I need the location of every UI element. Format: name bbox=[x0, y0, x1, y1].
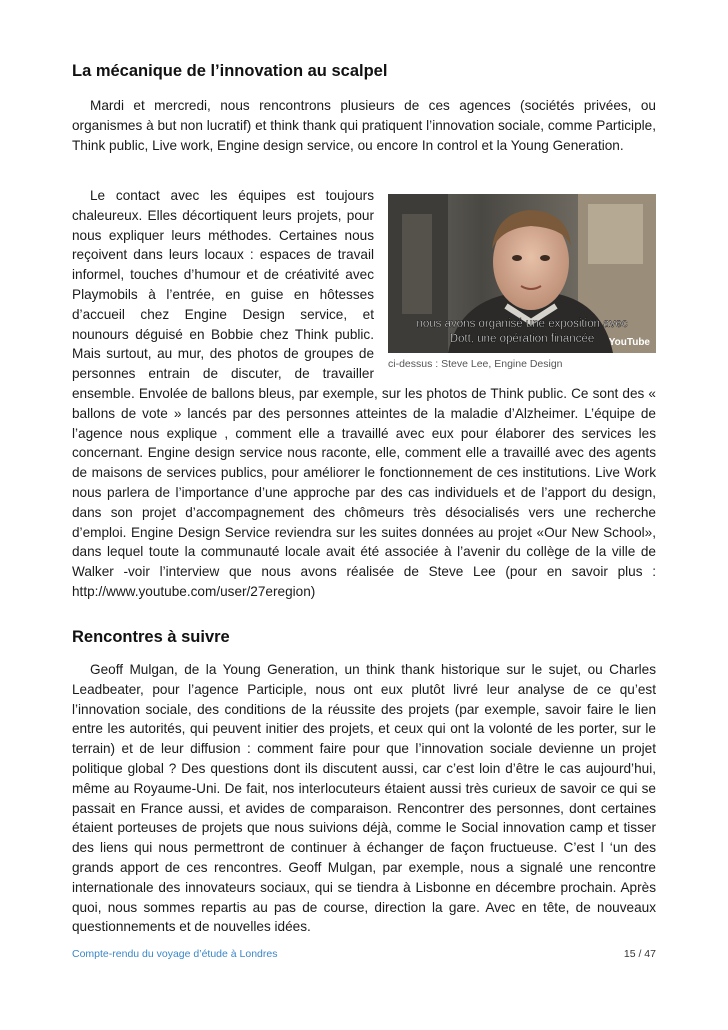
video-still[interactable] bbox=[388, 194, 656, 353]
figure-caption: ci-dessus : Steve Lee, Engine Design bbox=[388, 358, 563, 370]
video-figure bbox=[388, 194, 656, 371]
paragraph-rencontres: Geoff Mulgan, de la Young Generation, un think thank historique sur le sujet, ou Charles Leadbeater, pour l’agence Participle, nous ont eux plutôt livré leur analyse de ce qu’est l’innovation sociale, des conditions de la réussite des projets (par exemple, savoir faire le lien entre les autorités, qui peuvent initier des projets, et ceux qui ont la volonté de les porter, sur le terrain) et de leur diffusion : comment faire pour que l’innovation sociale devienne un projet politique global ? Des questions dont ils discutent aussi, car c’est loin d’être le cas aujourd’hui, même au Royaume-Uni. De fait, nos interlocuteurs étaient aussi très curieux de savoir ce qui se passait en France aussi, et avides de comparaison. Rencontrer des personnes, dont certaines étaient porteuses de projets que nous suivions déjà, comme le Social innovation camp et tisser des liens qui nous permettront de continuer à échanger de façon fructueuse. C’est l ‘un des grands apport de ces rencontres. Geoff Mulgan, par exemple, nous a signalé une rencontre internationale des innovateurs sociaux, qui se tiendra à Lisbonne en décembre prochain. Après quoi, nous sommes repartis au pas de course, direction la gare. Avec en tête, de nouveaux questionnements et de nouvelles idées. bbox=[72, 662, 656, 935]
page-number: 15 / 47 bbox=[623, 948, 656, 960]
page bbox=[72, 0, 656, 1030]
youtube-logo-icon bbox=[609, 337, 651, 348]
paragraph-block-contact bbox=[72, 186, 656, 602]
video-subtitle-line1: nous avons organisé une exposition avec bbox=[416, 318, 628, 330]
section-heading-mecanique: La mécanique de l’innovation au scalpel bbox=[72, 62, 388, 80]
section-heading-rencontres: Rencontres à suivre bbox=[72, 628, 230, 646]
video-still-image bbox=[388, 194, 656, 353]
footer-document-title: Compte-rendu du voyage d’étude à Londres bbox=[72, 948, 278, 960]
video-subtitle-line2: Dott, une opération financée bbox=[449, 333, 595, 345]
paragraph-contact: Le contact avec les équipes est toujours chaleureux. Elles décortiquent leurs projets, pour nous expliquer leurs méthodes. Certaines nous reçoivent dans leurs locaux : espaces de travail informel, touches d’humour et de créativité avec Playmobils à l’entrée, en guise en hôtesses d’accueil chez Engine Design service, et nounours déguisé en Bobbie chez Think public. Mais surtout, au mur, des photos de groupes de personnes entrain de discuter, de travailler ensemble. Envolée de ballons bleus, par exemple, sur les photos de Think public. Ce sont des « ballons de vote » lancés par des personnes atteintes de la maladie d’Alzheimer. L’équipe de l’agence nous explique , comment elle a travaillé avec eux pour élaborer des services les concernant. Engine design service nous raconte, elle, comment elle a travaillé avec des agents de maisons de services publics, pour améliorer le fonctionnement de ces institutions. Live Work nous parlera de l’importance d’une approche par des cas individuels et de l’apport du design, dans son projet d’accompagnement des chômeurs très désocialisés vers une recherche d’emploi. Engine Design Service reviendra sur les suites données au projet «Our New School», dans lequel toute la communauté locale avait été associée à l’avenir du collège de la ville de Walker -voir l’interview que nous avons réalisée de Steve Lee (pour en savoir plus : http://www.youtube.com/user/27eregion) bbox=[72, 188, 656, 599]
page-footer bbox=[72, 948, 656, 960]
paragraph-intro: Mardi et mercredi, nous rencontrons plusieurs de ces agences (sociétés privées, ou organismes à but non lucratif) et think thank qui pratiquent l’innovation sociale, comme Participle, Think public, Live work, Engine design service, ou encore In control et la Young Generation. bbox=[72, 98, 656, 153]
svg-text:YouTube: YouTube bbox=[608, 337, 650, 348]
